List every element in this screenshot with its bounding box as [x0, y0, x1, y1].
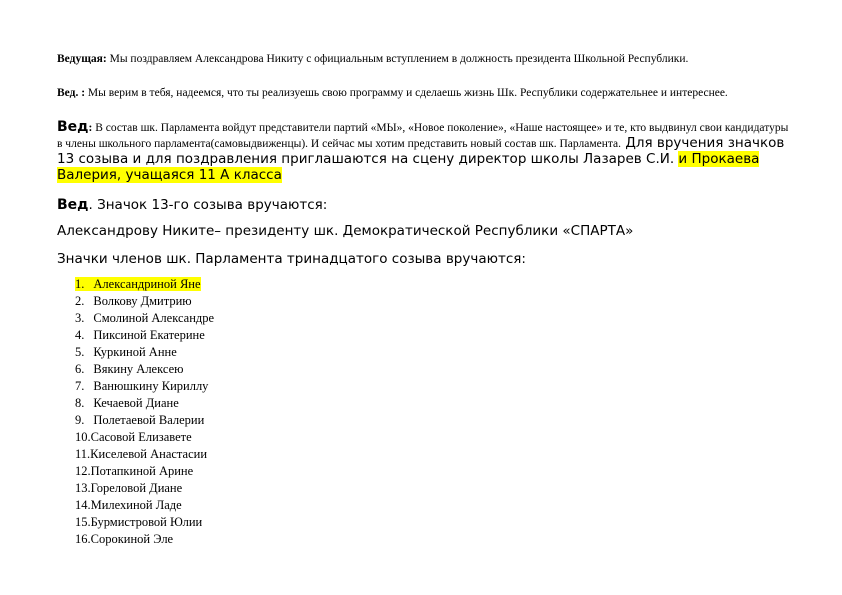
speaker-label: Вед — [57, 119, 89, 135]
list-name: Смолиной Александре — [93, 311, 215, 325]
list-number: 4. — [75, 328, 85, 342]
list-name: Киселевой Анастасии — [90, 447, 208, 461]
list-name: Ванюшкину Кириллу — [93, 379, 209, 393]
paragraph-parliament — [57, 120, 792, 184]
list-item-highlight — [75, 277, 201, 291]
list-name: Волкову Дмитрию — [93, 294, 192, 308]
list-item — [75, 310, 214, 327]
speaker-label: Вед. : — [57, 87, 86, 99]
paragraph-belief — [57, 86, 792, 101]
list-item — [75, 497, 214, 514]
list-name: Гореловой Диане — [90, 481, 183, 495]
paragraph-president — [57, 222, 792, 240]
list-name: Пиксиной Екатерине — [93, 328, 205, 342]
list-number: 11. — [75, 447, 91, 461]
list-name: Бурмистровой Юлии — [90, 515, 203, 529]
list-name: Сасовой Елизавете — [90, 430, 192, 444]
speaker-label: Ведущая — [57, 53, 103, 65]
paragraph-text: В состав шк. Парламента войдут представители партий «МЫ», «Новое поколение», «Наше настоящее» и те, кто выдвинул свои кандидатуры в члены школьного парламента(самовыдвиженцы). И сейчас мы хотим представить новый состав шк. Парламента. — [57, 122, 789, 150]
members-list — [75, 276, 214, 548]
list-name: Кечаевой Диане — [93, 396, 179, 410]
list-number: 13. — [75, 481, 91, 495]
speaker-colon: : — [88, 122, 93, 134]
speaker-label: Вед — [57, 197, 89, 213]
list-number: 9. — [75, 413, 85, 427]
list-number: 14. — [75, 498, 91, 512]
list-name: Полетаевой Валерии — [93, 413, 205, 427]
list-item — [75, 429, 214, 446]
list-name: Милехиной Ладе — [90, 498, 182, 512]
list-item — [75, 531, 214, 548]
list-item — [75, 412, 214, 429]
speaker-colon: : — [102, 53, 107, 65]
list-number: 7. — [75, 379, 85, 393]
list-name: Сорокиной Эле — [90, 532, 174, 546]
list-name: Александриной Яне — [93, 277, 201, 291]
list-item — [75, 378, 214, 395]
list-number: 2. — [75, 294, 85, 308]
paragraph-members-heading — [57, 250, 792, 268]
paragraph-invitation: Для вручения значков 13 созыва и для поздравления приглашаются на сцену директор школы Лазарев С.И. — [57, 135, 785, 167]
list-item — [75, 361, 214, 378]
paragraph-text: Мы поздравляем Александрова Никиту с официальным вступлением в должность президента Школьной Республики. — [106, 53, 689, 65]
list-number: 3. — [75, 311, 85, 325]
paragraph-text: . Значок 13-го созыва вручаются: — [88, 197, 328, 213]
list-name: Вякину Алексею — [93, 362, 184, 376]
list-number: 16. — [75, 532, 91, 546]
list-name: Куркиной Анне — [93, 345, 177, 359]
list-item — [75, 276, 214, 293]
list-number: 1. — [75, 277, 85, 291]
list-item — [75, 293, 214, 310]
list-number: 5. — [75, 345, 85, 359]
list-name: Потапкиной Арине — [90, 464, 194, 478]
list-item — [75, 463, 214, 480]
paragraph-congratulation — [57, 52, 792, 67]
list-number: 6. — [75, 362, 85, 376]
list-number: 10. — [75, 430, 91, 444]
list-item — [75, 327, 214, 344]
list-item — [75, 480, 214, 497]
list-item — [75, 395, 214, 412]
list-number: 15. — [75, 515, 91, 529]
list-item — [75, 514, 214, 531]
paragraph-text: Мы верим в тебя, надеемся, что ты реализуешь свою программу и сделаешь жизнь Шк. Республики содержательнее и интереснее. — [85, 87, 728, 99]
list-number: 12. — [75, 464, 91, 478]
list-item — [75, 344, 214, 361]
list-item — [75, 446, 214, 463]
highlighted-text: и Прокаева Валерия, учащаяся 11 А класса — [57, 151, 760, 183]
list-number: 8. — [75, 396, 85, 410]
paragraph-text: Значки членов шк. Парламента тринадцатого созыва вручаются: — [57, 251, 526, 267]
paragraph-text: Александрову Никите– президенту шк. Демократической Республики «СПАРТА» — [57, 223, 634, 239]
paragraph-badge-13 — [57, 196, 792, 214]
